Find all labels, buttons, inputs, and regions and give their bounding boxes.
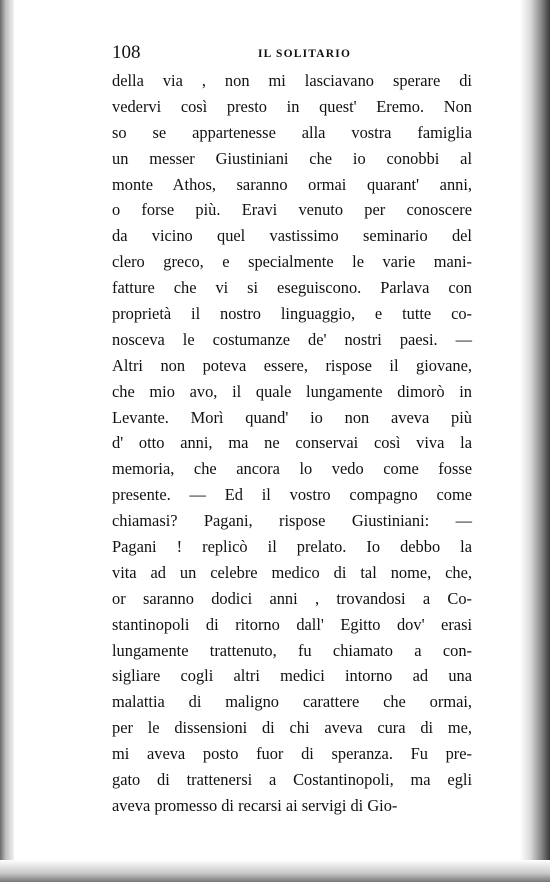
text-line: or saranno dodici anni , trovandosi a Co- — [112, 588, 472, 608]
text-line: nosceva le costumanze de' nostri paesi. — — [112, 329, 472, 349]
text-line: Levante. Morì quand' io non aveva più — [112, 407, 472, 427]
text-line: lungamente trattenuto, fu chiamato a con- — [112, 640, 472, 660]
text-line: un messer Giustiniani che io conobbi al — [112, 148, 472, 168]
scan-edge-bottom — [0, 860, 550, 882]
text-line: presente. — Ed il vostro compagno come — [112, 485, 472, 505]
text-line: fatture che vi si eseguiscono. Parlava con — [112, 278, 472, 298]
text-line: o forse più. Eravi venuto per conoscere — [112, 200, 472, 220]
text-line: so se appartenesse alla vostra famiglia — [112, 122, 472, 142]
text-line: chiamasi? Pagani, rispose Giustiniani: — — [112, 511, 472, 531]
scan-edge-left — [0, 0, 14, 882]
text-line: vita ad un celebre medico di tal nome, che, — [112, 562, 472, 582]
page-number: 108 — [112, 42, 141, 63]
text-line: mi aveva posto fuor di speranza. Fu pre- — [112, 744, 472, 764]
running-head — [112, 42, 472, 66]
text-line: sigliare cogli altri medici intorno ad una — [112, 666, 472, 686]
text-line: stantinopoli di ritorno dall' Egitto dov' erasi — [112, 614, 472, 634]
text-line: proprietà il nostro linguaggio, e tutte co- — [112, 304, 472, 324]
text-line: che mio avo, il quale lungamente dimorò in — [112, 381, 472, 401]
text-line: vedervi così presto in quest' Eremo. Non — [112, 96, 472, 116]
running-title: IL SOLITARIO — [258, 48, 352, 60]
text-line: memoria, che ancora lo vedo come fosse — [112, 459, 472, 479]
text-line: Altri non poteva essere, rispose il giovane, — [112, 355, 472, 375]
book-page — [112, 42, 472, 819]
text-line: della via , non mi lasciavano sperare di — [112, 71, 472, 90]
scan-edge-right — [520, 0, 550, 882]
text-line: gato di trattenersi a Costantinopoli, ma egli — [112, 770, 472, 790]
text-line: monte Athos, saranno ormai quarant' anni, — [112, 174, 472, 194]
text-line: Pagani ! replicò il prelato. Io debbo la — [112, 537, 472, 557]
body-text — [112, 68, 472, 819]
text-line: per le dissensioni di chi aveva cura di me, — [112, 718, 472, 738]
text-line: malattia di maligno carattere che ormai, — [112, 692, 472, 712]
text-line: da vicino quel vastissimo seminario del — [112, 226, 472, 246]
text-line: aveva promesso di recarsi ai servigi di Gio- — [112, 795, 398, 815]
text-line: d' otto anni, ma ne conservai così viva la — [112, 433, 472, 453]
text-line: clero greco, e specialmente le varie mani- — [112, 252, 472, 272]
